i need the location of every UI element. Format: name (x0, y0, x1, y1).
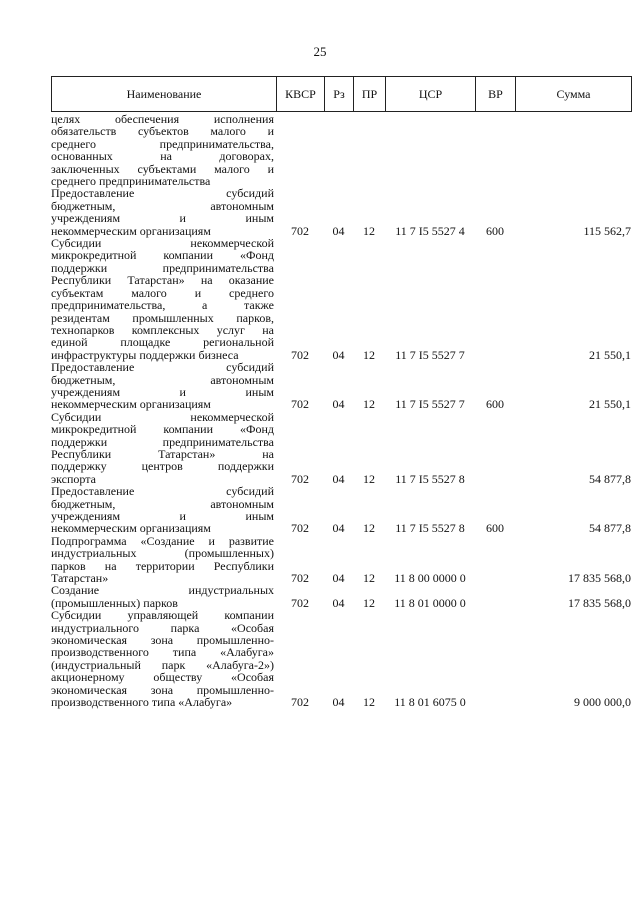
row-pr: 12 (363, 347, 375, 362)
row-rz: 04 (332, 521, 345, 536)
row-name-line: (индустриальный парк «Алабуга-2») (51, 657, 274, 672)
row-name-line: производственного типа «Алабуга» (51, 695, 233, 710)
row-rz: 04 (332, 571, 345, 586)
row-pr: 12 (363, 695, 375, 710)
row-name-line: поддержку центров поддержки (51, 459, 274, 474)
row-name-line: Субсидии некоммерческой (51, 409, 274, 424)
row-name-line: учреждениям и иным (51, 384, 274, 399)
row-name-line: Предоставление субсидий (51, 484, 274, 499)
row-name-line: некоммерческим организациям (51, 521, 211, 536)
row-name-line: учреждениям и иным (51, 509, 274, 523)
row-name-line: обязательств субъектов малого и (51, 124, 274, 139)
row-name-line: экономическая зона промышленно- (51, 682, 274, 697)
row-name (51, 485, 276, 535)
row-csr: 11 7 I5 5527 7 (395, 397, 465, 412)
row-name-line: единой площадке региональной (51, 335, 274, 350)
header-pr: ПР (354, 77, 386, 112)
row-name-line: Республики Татарстан» на оказание (51, 273, 274, 288)
row-kvsr: 702 (291, 397, 309, 412)
row-kvsr: 702 (291, 521, 309, 536)
row-name-line: экономическая зона промышленно- (51, 633, 274, 648)
row-name (51, 113, 276, 187)
row-name-line: акционерному обществу «Особая (51, 670, 274, 685)
header-vr: ВР (476, 77, 516, 112)
row-sum: 17 835 568,0 (568, 595, 631, 610)
row-name-line: бюджетным, автономным (51, 372, 274, 387)
table-row (51, 361, 631, 411)
table-row (51, 485, 631, 535)
table-row (51, 237, 631, 361)
header-name: Наименование (52, 77, 277, 112)
row-name-line: микрокредитной компании «Фонд (51, 422, 274, 437)
row-name (51, 535, 276, 585)
row-csr: 11 7 I5 5527 7 (395, 347, 465, 362)
row-csr: 11 7 I5 5527 8 (395, 521, 465, 536)
row-kvsr: 702 (291, 347, 309, 362)
row-pr: 12 (363, 521, 375, 536)
row-sum: 21 550,1 (589, 397, 631, 412)
row-csr: 11 8 01 6075 0 (394, 695, 466, 710)
row-vr: 600 (486, 521, 504, 536)
row-csr: 11 8 01 0000 0 (394, 595, 466, 610)
row-name-line: производственного типа «Алабуга» (51, 645, 274, 660)
header-rz: Рз (325, 77, 354, 112)
row-name-line: Подпрограмма «Создание и развитие (51, 533, 274, 548)
row-name-line: Субсидии некоммерческой (51, 236, 274, 251)
row-csr: 11 8 00 0000 0 (394, 571, 466, 586)
row-name-line: среднего предпринимательства, (51, 136, 274, 151)
row-name-line: некоммерческим организациям (51, 397, 211, 412)
row-name (51, 361, 276, 411)
row-vr: 600 (486, 223, 504, 238)
table-row (51, 113, 631, 187)
row-name-line: индустриальных (промышленных) (51, 546, 274, 561)
row-name-line: основанных на договорах, (51, 149, 274, 164)
row-name (51, 187, 276, 237)
row-rz: 04 (332, 595, 345, 610)
row-kvsr: 702 (291, 223, 309, 238)
header-sum: Сумма (516, 77, 632, 112)
header-kvsr: КВСР (277, 77, 325, 112)
row-vr: 600 (486, 397, 504, 412)
row-rz: 04 (332, 223, 345, 238)
row-name-line: поддержки предпринимательства (51, 260, 274, 275)
row-sum: 54 877,8 (589, 471, 631, 486)
row-name-line: индустриального парка «Особая (51, 620, 274, 635)
table-row (51, 584, 631, 609)
row-kvsr: 702 (291, 595, 309, 610)
row-name-line: экспорта (51, 471, 96, 486)
row-name-line: Субсидии управляющей компании (51, 608, 274, 623)
row-sum: 21 550,1 (589, 347, 631, 362)
table-header (51, 76, 632, 112)
row-csr: 11 7 I5 5527 8 (395, 471, 465, 486)
row-name-line: бюджетным, автономным (51, 496, 274, 511)
row-name-line: заключенных субъектами малого и (51, 161, 274, 176)
row-kvsr: 702 (291, 571, 309, 586)
row-sum: 115 562,7 (583, 223, 631, 238)
row-name-line: Предоставление субсидий (51, 360, 274, 375)
row-name-line: Создание индустриальных (51, 583, 274, 598)
row-name (51, 237, 276, 361)
table-row (51, 187, 631, 237)
row-pr: 12 (363, 571, 375, 586)
row-name-line: Татарстан» (51, 571, 109, 586)
row-rz: 04 (332, 471, 345, 486)
row-name-line: бюджетным, автономным (51, 198, 274, 213)
row-name-line: микрокредитной компании «Фонд (51, 248, 274, 263)
row-pr: 12 (363, 595, 375, 610)
row-pr: 12 (363, 471, 375, 486)
row-name-line: инфраструктуры поддержки бизнеса (51, 347, 239, 362)
row-kvsr: 702 (291, 695, 309, 710)
row-name-line: Республики Татарстан» на (51, 446, 274, 461)
row-rz: 04 (332, 347, 345, 362)
row-pr: 12 (363, 397, 375, 412)
table-row (51, 609, 631, 708)
row-sum: 54 877,8 (589, 521, 631, 536)
row-name (51, 609, 276, 708)
row-name-line: резидентам промышленных парков, (51, 310, 274, 325)
row-name-line: субъектам малого и среднего (51, 285, 274, 300)
row-name (51, 584, 276, 609)
row-kvsr: 702 (291, 471, 309, 486)
row-name-line: технопарков комплексных услуг на (51, 322, 274, 337)
row-rz: 04 (332, 695, 345, 710)
row-name-line: (промышленных) парков (51, 595, 178, 610)
row-name-line: парков на территории Республики (51, 558, 274, 573)
row-name-line: целях обеспечения исполнения (51, 112, 274, 126)
row-csr: 11 7 I5 5527 4 (395, 223, 465, 238)
row-sum: 17 835 568,0 (568, 571, 631, 586)
row-name-line: некоммерческим организациям (51, 223, 211, 238)
page-number: 25 (313, 44, 327, 59)
table-row (51, 535, 631, 585)
header-csr: ЦСР (386, 77, 476, 112)
table-row (51, 411, 631, 485)
row-pr: 12 (363, 223, 375, 238)
row-name-line: среднего предпринимательства (51, 174, 211, 189)
row-name (51, 411, 276, 485)
table-body (51, 113, 631, 709)
row-name-line: Предоставление субсидий (51, 186, 274, 201)
row-name-line: предпринимательства, а также (51, 298, 274, 313)
row-sum: 9 000 000,0 (574, 695, 631, 710)
row-name-line: поддержки предпринимательства (51, 434, 274, 449)
row-rz: 04 (332, 397, 345, 412)
row-name-line: учреждениям и иным (51, 211, 274, 226)
